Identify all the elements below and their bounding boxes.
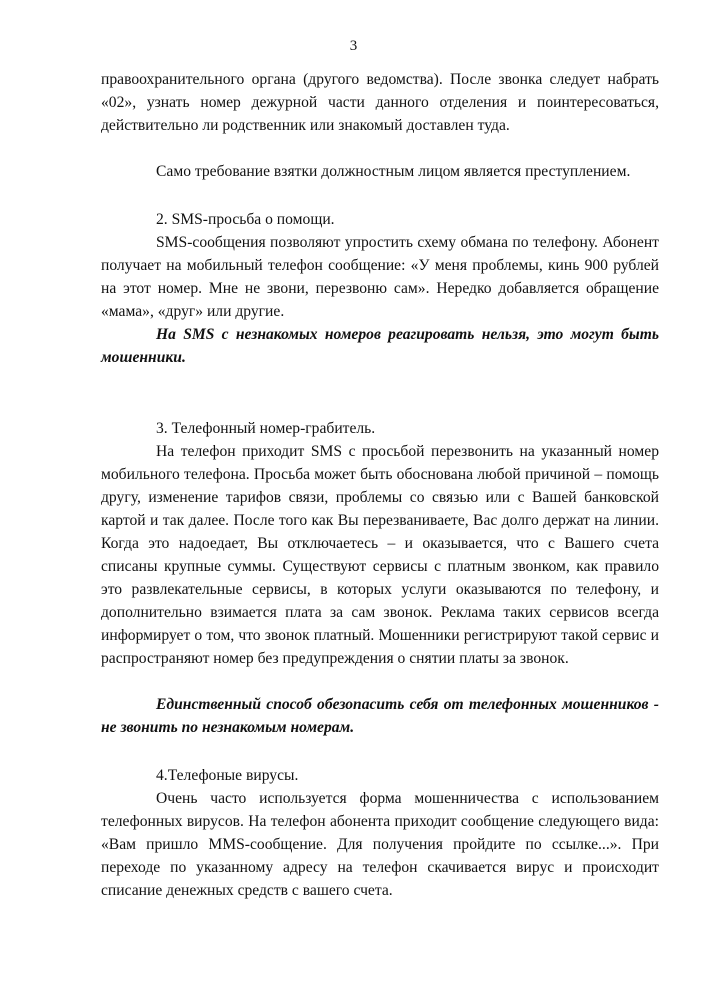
- section2-heading: 2. SMS-просьба о помощи.: [156, 211, 335, 228]
- note-bribe: Само требование взятки должностным лицом является преступлением.: [156, 163, 631, 180]
- section2-warning: На SMS с незнакомых номеров реагировать нельзя, это могут быть мошенники.: [101, 326, 659, 366]
- section4-body: Очень часто используется форма мошенничества с использованием телефонных вирусов. На телефон абонента приходит сообщение следующего вида: «Вам пришло MMS-сообщение. Для получения пройдите по ссылке...». При переходе по указанному адресу на телефон скачивается вирус и происходит списание денежных средств с вашего счета.: [101, 790, 659, 899]
- section2-body: SMS-сообщения позволяют упростить схему обмана по телефону. Абонент получает на мобильный телефон сообщение: «У меня проблемы, кинь 900 рублей на этот номер. Мне не звони, перезвоню сам». Нередко добавляется обращение «мама», «друг» или другие.: [101, 234, 659, 320]
- section3-heading: 3. Телефонный номер-грабитель.: [156, 420, 376, 437]
- paragraph-intro-continuation: правоохранительного органа (другого ведомства). После звонка следует набрать «02», узнать номер дежурной части данного отделения и поинтересоваться, действительно ли родственник или знакомый доставлен туда.: [101, 71, 659, 134]
- section3-body: На телефон приходит SMS с просьбой перезвонить на указанный номер мобильного телефона. Просьба может быть обоснована любой причиной – помощь другу, изменение тарифов связи, проблемы со связью или с Вашей банковской картой и так далее. После того как Вы перезваниваете, Вас долго держат на линии. Когда это надоедает, Вы отключаетесь – и оказывается, что с Вашего счета списаны крупные суммы. Существуют сервисы с платным звонком, как правило это развлекательные сервисы, в которых услуги оказываются по телефону, и дополнительно взимается плата за сам звонок. Реклама таких сервисов всегда информирует о том, что звонок платный. Мошенники регистрируют такой сервис и распространяют номер без предупреждения о снятии платы за звонок.: [101, 443, 659, 667]
- page-number: 3: [349, 38, 358, 54]
- section4-heading: 4.Телефоные вирусы.: [156, 767, 299, 784]
- section3-warning: Единственный способ обезопасить себя от телефонных мошенников - не звонить по незнакомым номерам.: [101, 696, 659, 736]
